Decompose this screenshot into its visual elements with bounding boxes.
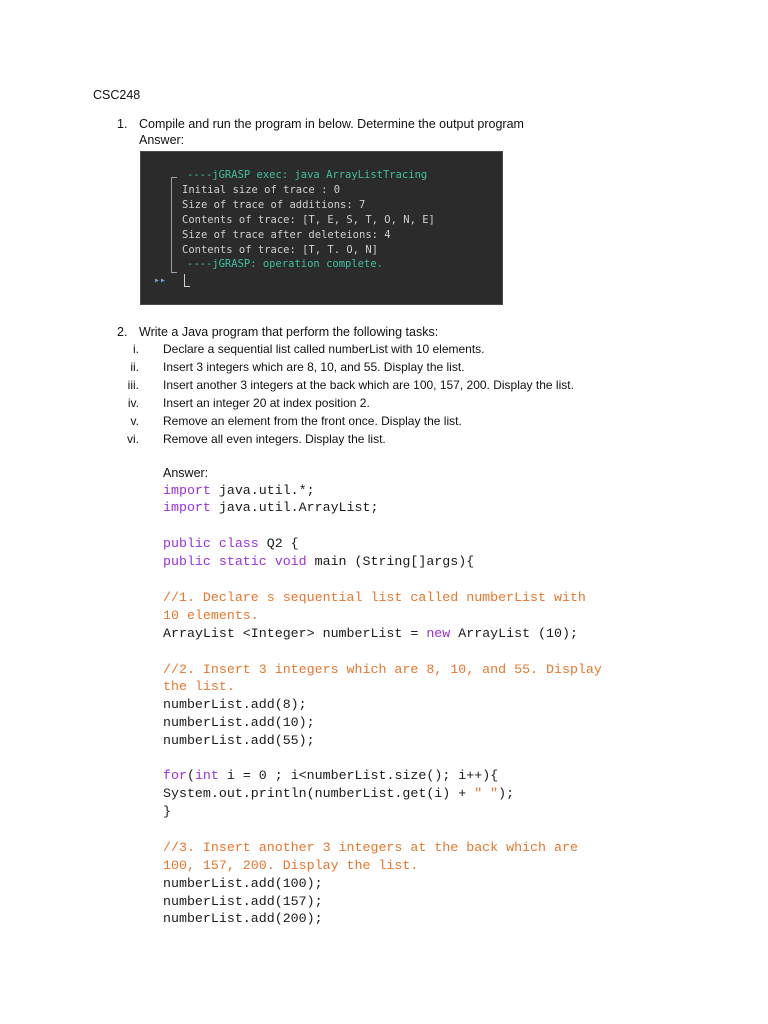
task-text: Declare a sequential list called numberList with 10 elements.: [163, 342, 485, 356]
code-line: }: [163, 804, 171, 819]
code-keyword: int: [194, 768, 219, 783]
code-comment: //1. Declare s sequential list called numberList with: [163, 590, 586, 605]
code-line: [163, 483, 315, 501]
run-arrow-icon: ▸▸: [154, 275, 167, 286]
code-keyword: import: [163, 500, 211, 515]
console-line: Contents of trace: [T, E, S, T, O, N, E]: [182, 214, 435, 226]
code-line: [163, 626, 578, 644]
code-keyword: import: [163, 483, 211, 498]
input-caret-icon: [184, 274, 190, 287]
course-code: CSC248: [93, 88, 141, 102]
task-number: iii.: [127, 378, 139, 392]
console-footer: ----jGRASP: operation complete.: [187, 258, 383, 270]
code-line: [163, 536, 299, 554]
code-line: numberList.add(100);: [163, 876, 323, 891]
code-keyword: public class: [163, 536, 259, 551]
task-text: Insert an integer 20 at index position 2.: [163, 396, 370, 410]
console-header: ----jGRASP exec: java ArrayListTracing: [187, 169, 428, 181]
code-text: Q2 {: [258, 536, 299, 551]
jgrasp-console-output: [140, 151, 503, 305]
console-line: Contents of trace: [T, T. O, N]: [182, 244, 378, 256]
code-comment: 10 elements.: [163, 608, 259, 623]
code-line: numberList.add(10);: [163, 715, 315, 730]
code-text: ArrayList <Integer> numberList =: [163, 626, 427, 641]
code-line: [163, 768, 498, 786]
code-comment: the list.: [163, 679, 235, 694]
code-keyword: new: [426, 626, 451, 641]
code-string: " ": [474, 786, 499, 801]
task-text: Insert another 3 integers at the back which are 100, 157, 200. Display the list.: [163, 378, 574, 392]
code-comment: //3. Insert another 3 integers at the back which are: [163, 840, 578, 855]
task-text: Insert 3 integers which are 8, 10, and 55. Display the list.: [163, 360, 465, 374]
code-line: numberList.add(8);: [163, 697, 307, 712]
task-text: Remove an element from the front once. Display the list.: [163, 414, 462, 428]
question-2-text: Write a Java program that perform the following tasks:: [139, 325, 439, 339]
task-text: Remove all even integers. Display the list.: [163, 432, 386, 446]
question-1-text: Compile and run the program in below. Determine the output program: [139, 117, 524, 131]
code-line: numberList.add(200);: [163, 911, 323, 926]
code-line: numberList.add(55);: [163, 733, 315, 748]
code-line: [163, 554, 474, 572]
code-comment: 100, 157, 200. Display the list.: [163, 858, 419, 873]
console-line: Size of trace after deleteions: 4: [182, 229, 391, 241]
question-2-number: 2.: [117, 325, 128, 339]
code-line: [163, 500, 378, 518]
task-number: ii.: [130, 360, 139, 374]
code-keyword: public static void: [163, 554, 307, 569]
code-text: java.util.*;: [210, 483, 315, 498]
code-line: [163, 786, 514, 804]
question-1-number: 1.: [117, 117, 128, 131]
console-line: Initial size of trace : 0: [182, 184, 341, 196]
task-number: v.: [130, 414, 139, 428]
task-number: iv.: [127, 396, 139, 410]
code-text: );: [498, 786, 515, 801]
task-number: i.: [133, 342, 139, 356]
code-text: i = 0 ; i<numberList.size(); i++){: [218, 768, 499, 783]
code-text: System.out.println(numberList.get(i) +: [163, 786, 475, 801]
code-line: numberList.add(157);: [163, 894, 323, 909]
question-1-answer-label: Answer:: [139, 133, 185, 147]
code-keyword: for: [163, 768, 187, 783]
code-text: main (String[]args){: [306, 554, 475, 569]
code-text: (: [186, 768, 195, 783]
question-2-answer-label: Answer:: [163, 466, 209, 480]
task-number: vi.: [127, 432, 139, 446]
console-line: Size of trace of additions: 7: [182, 199, 366, 211]
console-bracket: [171, 177, 177, 273]
code-text: java.util.ArrayList;: [210, 500, 379, 515]
code-comment: //2. Insert 3 integers which are 8, 10, and 55. Display: [163, 662, 602, 677]
code-text: ArrayList (10);: [450, 626, 578, 641]
